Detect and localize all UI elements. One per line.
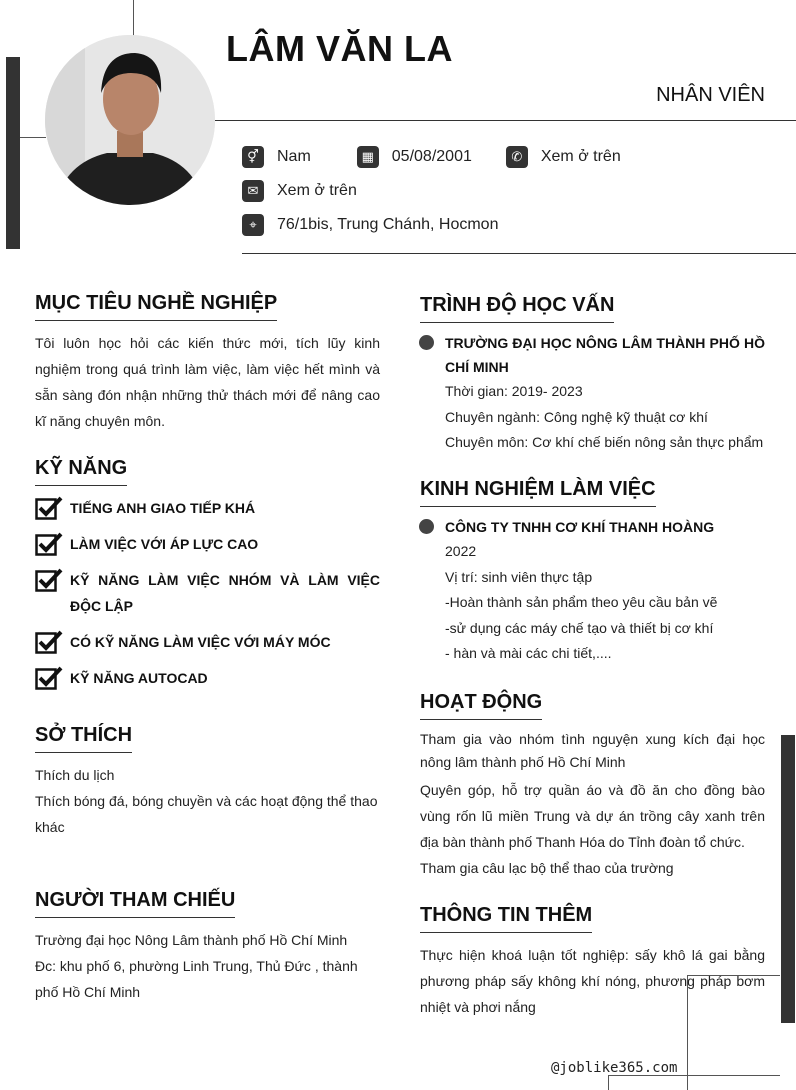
left-accent-bar [6, 57, 20, 249]
objective-title: MỤC TIÊU NGHỀ NGHIỆP [35, 292, 277, 321]
address-item [242, 214, 498, 236]
skill-item [35, 531, 380, 557]
contact-row-3 [242, 214, 534, 236]
calendar-icon: ▦ [357, 146, 379, 168]
gender-icon: ⚥ [242, 146, 264, 168]
avatar-horizontal-line [20, 137, 46, 138]
skill-label: LÀM VIỆC VỚI ÁP LỰC CAO [70, 536, 259, 552]
person-photo-icon [45, 35, 215, 205]
watermark: @joblike365.com [551, 1060, 678, 1076]
bullet-icon [419, 519, 434, 534]
envelope-icon: ✉ [242, 180, 264, 202]
gender-value: Nam [277, 148, 311, 165]
experience-line: Vị trí: sinh viên thực tập [445, 568, 593, 585]
gender-item [242, 146, 311, 168]
top-vertical-line [133, 0, 134, 36]
skill-item [35, 495, 380, 521]
reference-line: Đc: khu phố 6, phường Linh Trung, Thủ Đức , thành phố Hồ Chí Minh [35, 958, 358, 1000]
checkbox-checked-icon [35, 496, 63, 520]
corner-frame-v2 [608, 1075, 609, 1090]
education-major: Chuyên ngành: Công nghệ kỹ thuật cơ khí [445, 408, 708, 425]
avatar [45, 35, 215, 205]
experience-title: KINH NGHIỆM LÀM VIỆC [420, 478, 656, 507]
skill-item [35, 665, 380, 691]
experience-line: -Hoàn thành sản phẩm theo yêu cầu bản vẽ [445, 594, 718, 610]
skill-item [35, 629, 380, 655]
extra-info-text: Thực hiện khoá luận tốt nghiệp: sấy khô lá gai bằng phương pháp sấy không khí nóng, phương pháp bơm nhiệt và phơi nắng [420, 947, 765, 1015]
experience-line: - hàn và mài các chi tiết,.... [445, 645, 612, 661]
birthday-value: 05/08/2001 [391, 148, 472, 165]
email-item [242, 180, 357, 202]
header-divider [215, 120, 796, 121]
contact-row-2 [242, 180, 393, 202]
job-position: NHÂN VIÊN [656, 84, 765, 106]
contact-divider [242, 253, 796, 254]
skills-title: KỸ NĂNG [35, 457, 127, 486]
bullet-icon [419, 335, 434, 350]
hobby-line: Thích bóng đá, bóng chuyền và các hoạt động thể thao khác [35, 793, 378, 835]
skill-label: TIẾNG ANH GIAO TIẾP KHÁ [70, 500, 256, 516]
education-entry [420, 331, 765, 456]
right-accent-bar [781, 735, 795, 1023]
skill-label: KỸ NĂNG AUTOCAD [70, 670, 208, 686]
skill-label: KỸ NĂNG LÀM VIỆC NHÓM VÀ LÀM VIỆC ĐỘC LẬP [70, 572, 380, 614]
activity-paragraph: Tham gia câu lạc bộ thể thao của trường [420, 860, 674, 876]
contact-row-1 [242, 146, 657, 168]
experience-line: -sử dụng các máy chế tạo và thiết bị cơ khí [445, 619, 714, 636]
activity-paragraph: Quyên góp, hỗ trợ quần áo và đồ ăn cho đồng bào vùng rốn lũ miền Trung và dự án trồng cây xanh trên địa bàn thành phố Thanh Hóa do Tỉnh đoàn tổ chức. [420, 782, 765, 850]
skill-label: CÓ KỸ NĂNG LÀM VIỆC VỚI MÁY MÓC [70, 634, 331, 650]
birthday-item [357, 146, 472, 168]
activities-text [420, 728, 765, 881]
experience-entry [420, 515, 765, 667]
checkbox-checked-icon [35, 568, 63, 592]
checkbox-checked-icon [35, 532, 63, 556]
address-value: 76/1bis, Trung Chánh, Hocmon [277, 216, 499, 233]
location-pin-icon: ⌖ [242, 214, 264, 236]
reference-line: Trường đại học Nông Lâm thành phố Hồ Chí Minh [35, 932, 348, 948]
phone-icon: ✆ [506, 146, 528, 168]
references-title: NGƯỜI THAM CHIẾU [35, 889, 235, 918]
phone-value: Xem ở trên [540, 148, 621, 165]
activity-paragraph: Tham gia vào nhóm tình nguyện xung kích đại học nông lâm thành phố Hồ Chí Minh [420, 731, 765, 770]
hobbies-title: SỞ THÍCH [35, 724, 132, 753]
school-name: TRƯỜNG ĐẠI HỌC NÔNG LÂM THÀNH PHỐ HỒ CHÍ MINH [445, 335, 765, 375]
education-specialty: Chuyên môn: Cơ khí chế biến nông sản thực phẩm [445, 434, 764, 450]
email-value: Xem ở trên [277, 182, 357, 199]
activities-title: HOẠT ĐỘNG [420, 691, 542, 720]
hobbies-text [35, 762, 380, 840]
checkbox-checked-icon [35, 630, 63, 654]
hobby-line: Thích du lịch [35, 767, 115, 783]
education-title: TRÌNH ĐỘ HỌC VẤN [420, 294, 614, 323]
skill-item [35, 567, 380, 619]
checkbox-checked-icon [35, 666, 63, 690]
references-text [35, 927, 380, 1005]
candidate-name: LÂM VĂN LA [226, 28, 453, 69]
phone-item [506, 146, 621, 168]
company-name: CÔNG TY TNHH CƠ KHÍ THANH HOÀNG [445, 519, 715, 535]
objective-text: Tôi luôn học hỏi các kiến thức mới, tích lũy kinh nghiệm trong quá trình làm việc, làm việc hết mình và sẵn sàng đón nhận những thử thách mới để nâng cao kĩ năng chuyên môn. [35, 335, 380, 429]
education-time: Thời gian: 2019- 2023 [445, 383, 583, 399]
extra-info-title: THÔNG TIN THÊM [420, 904, 592, 933]
experience-year: 2022 [445, 543, 477, 559]
